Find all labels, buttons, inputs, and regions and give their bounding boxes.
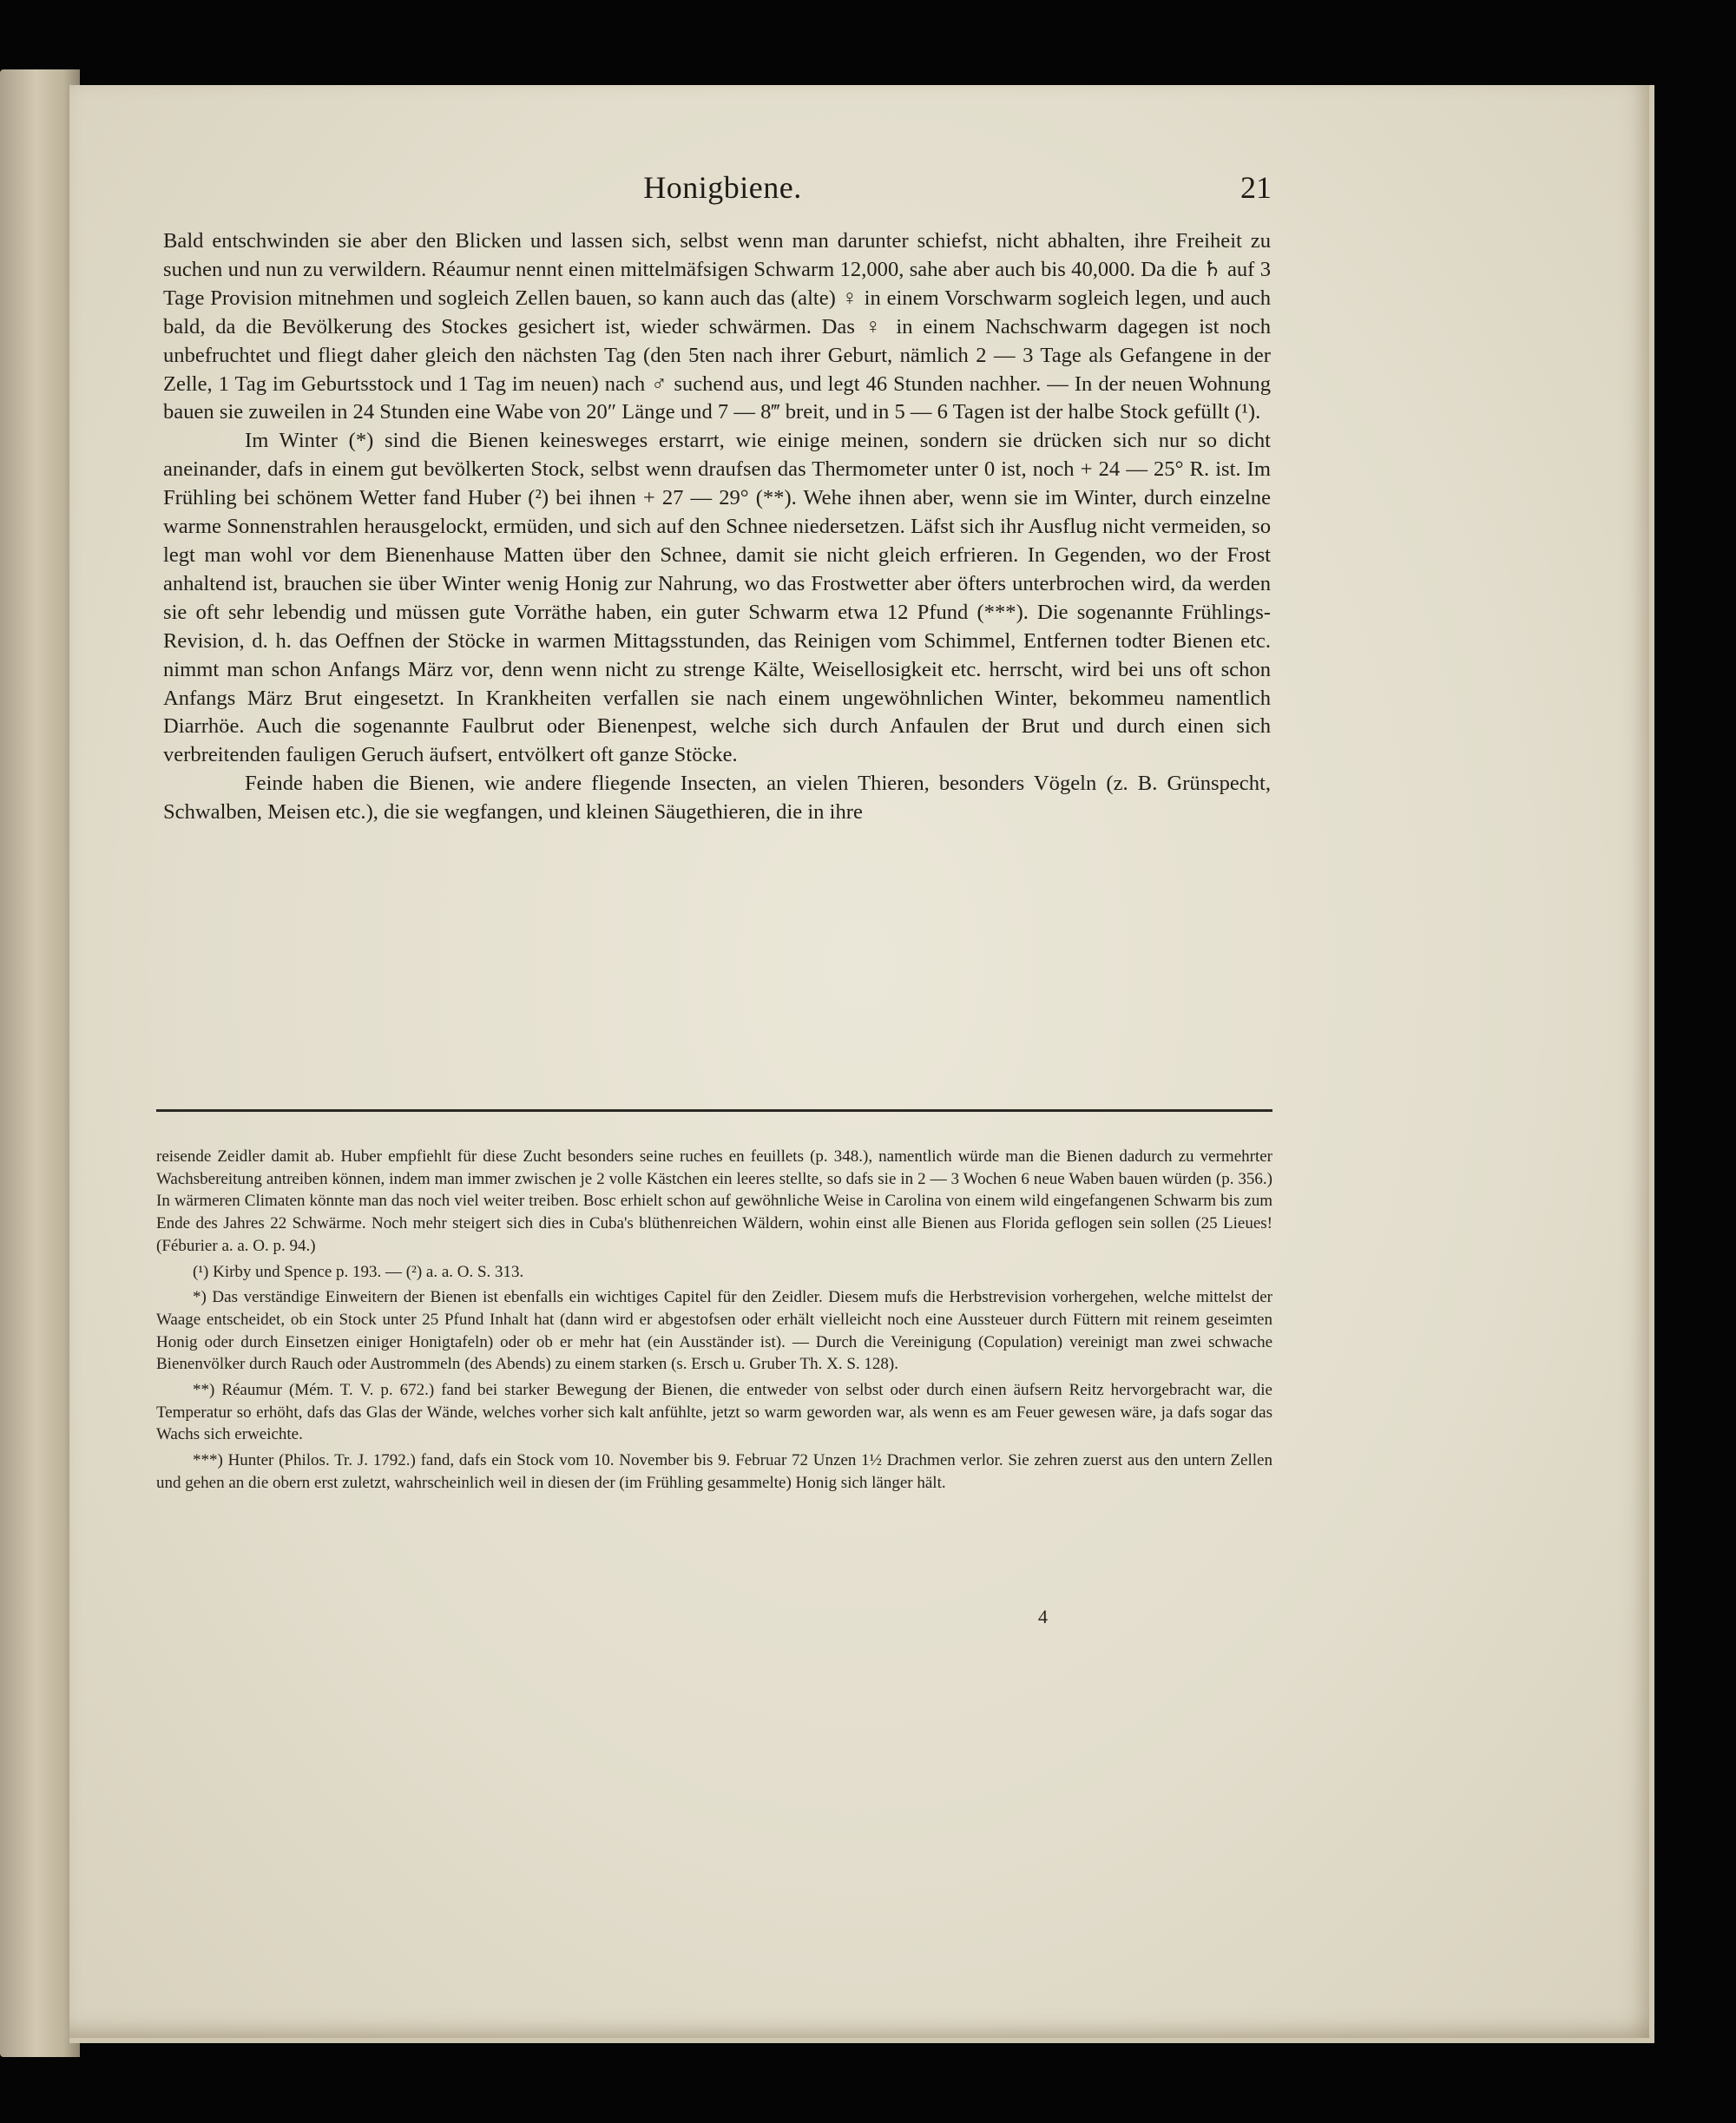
paragraph-1: Bald entschwinden sie aber den Blicken und lassen sich, selbst wenn man darunter schiefst, nicht abhalten, ihre Freiheit zu suchen und nun zu verwildern. Réaumur nennt einen mittelmäfsigen Schwarm 12,000, sahe aber auch bis 40,000. Da die ♄ auf 3 Tage Provision mitnehmen und sogleich Zellen bauen, so kann auch das (alte) ♀ in einem Vorschwarm sogleich legen, und auch bald, da die Bevölkerung des Stockes gesichert ist, wieder schwärmen. Das ♀ in einem Nachschwarm dagegen ist noch unbefruchtet und fliegt daher gleich den nächsten Tag (den 5ten nach ihrer Geburt, nämlich 2 — 3 Tage als Gefangene in der Zelle, 1 Tag im Geburtsstock und 1 Tag im neuen) nach ♂ suchend aus, und legt 46 Stunden nachher. — In der neuen Wohnung bauen sie zuweilen in 24 Stunden eine Wabe von 20″ Länge und 7 — 8‴ breit, und in 5 — 6 Tagen ist der halbe Stock gefüllt (¹). (163, 229, 1271, 424)
page-number: 21 (1240, 170, 1272, 205)
paragraph-3: Feinde haben die Bienen, wie andere fliegende Insecten, an vielen Thieren, besonders Vögeln (z. B. Grünspecht, Schwalben, Meisen etc.), die sie wegfangen, und kleinen Säugethieren, die in ihre (163, 772, 1271, 825)
left-page-edge (0, 69, 80, 2057)
printer-signature-mark: 4 (1038, 1606, 1048, 1627)
footnote-double-asterisk: **) Réaumur (Mém. T. V. p. 672.) fand bei starker Bewegung der Bienen, die entweder von selbst oder durch einen äufsern Reitz hervorgebracht war, die Temperatur so erhöht, dafs das Glas der Wände, welches vorher sich kalt anfühlte, jetzt so warm geworden war, als wenn es am Feuer gewesen wäre, ja dafs sogar das Wachs sich erweichte. (156, 1381, 1272, 1444)
footnote-references: (¹) Kirby und Spence p. 193. — (²) a. a. O. S. 313. (193, 1262, 524, 1281)
paragraph-2: Im Winter (*) sind die Bienen keinesweges erstarrt, wie einige meinen, sondern sie drücken sich nur so dicht aneinander, dafs in einem gut bevölkerten Stock, selbst wenn draufsen das Thermometer unter 0 ist, noch + 24 — 25° R. ist. Im Frühling bei schönem Wetter fand Huber (²) bei ihnen + 27 — 29° (**). Wehe ihnen aber, wenn sie im Winter, durch einzelne warme Sonnenstrahlen herausgelockt, ermüden, und sich auf den Schnee niedersetzen. Läfst sich ihr Ausflug nicht vermeiden, so legt man wohl vor dem Bienenhause Matten über den Schnee, damit sie nicht gleich erfrieren. In Gegenden, wo der Frost anhaltend ist, brauchen sie über Winter wenig Honig zur Nahrung, wo das Frostwetter aber öfters unterbrochen wird, da werden sie oft sehr lebendig und müssen gute Vorräthe haben, ein guter Schwarm etwa 12 Pfund (***). Die sogenannte Frühlings-Revision, d. h. das Oeffnen der Stöcke in warmen Mittagsstunden, das Reinigen vom Schimmel, Entfernen todter Bienen etc. nimmt man schon Anfangs März vor, denn wenn nicht zu strenge Kälte, Weisellosigkeit etc. herrscht, wird bei uns oft schon Anfangs März Brut eingesetzt. In Krankheiten verfallen sie nach einem ungewöhnlichen Winter, bekommeu namentlich Diarrhöe. Auch die sogenannte Faulbrut oder Bienenpest, welche sich durch Anfaulen der Brut und durch einen sich verbreitenden fauligen Geruch äufsert, entvölkert oft ganze Stöcke. (163, 429, 1271, 767)
main-text (163, 227, 1271, 827)
running-title: Honigbiene. (643, 170, 802, 205)
footnote-continuation: reisende Zeidler damit ab. Huber empfiehlt für diese Zucht besonders seine ruches en feuillets (p. 348.), namentlich würde man die Bienen dadurch zu vermehrter Wachsbereitung antreiben können, indem man immer zwischen je 2 volle Kästchen ein leeres stellte, so dafs sie in 2 — 3 Wochen 6 neue Waben bauen würden (p. 356.) In wärmeren Climaten könnte man das noch viel weiter treiben. Bosc erhielt schon auf gewöhnliche Weise in Carolina von einem wild eingefangenen Schwarm bis zum Ende des Jahres 22 Schwärme. Noch mehr steigert sich dies in Cuba's blüthenreichen Wäldern, wohin einst alle Bienen aus Florida geflogen sein sollen (25 Lieues! (Féburier a. a. O. p. 94.) (156, 1147, 1272, 1255)
footnote-single-asterisk: *) Das verständige Einweitern der Bienen ist ebenfalls ein wichtiges Capitel für den Zeidler. Diesem mufs die Herbstrevision vorhergehen, welche mittelst der Waage entscheidet, ob ein Stock unter 25 Pfund Inhalt hat (dann wird er abgestofsen oder erhält vielleicht noch eine Aussteuer durch Füttern mit reinem geseimten Honig oder durch Einsetzen einiger Honigtafeln) oder ob er mehr hat (ein Ausständer ist). — Durch die Vereinigung (Copulation) vereinigt man zwei schwache Bienenvölker durch Rauch oder Austrommeln (des Abends) zu einem starken (s. Ersch u. Gruber Th. X. S. 128). (156, 1288, 1272, 1374)
footnote-separator-rule (156, 1109, 1272, 1112)
footnote-triple-asterisk: ***) Hunter (Philos. Tr. J. 1792.) fand, dafs ein Stock vom 10. November bis 9. Februar 72 Unzen 1½ Drachmen verlor. Sie zehren zuerst aus den untern Zellen und gehen an die obern erst zuletzt, wahrscheinlich weil in diesen der (im Frühling gesammelte) Honig sich länger hält. (156, 1451, 1272, 1492)
running-head (174, 169, 1272, 221)
footnotes (156, 1146, 1272, 1498)
